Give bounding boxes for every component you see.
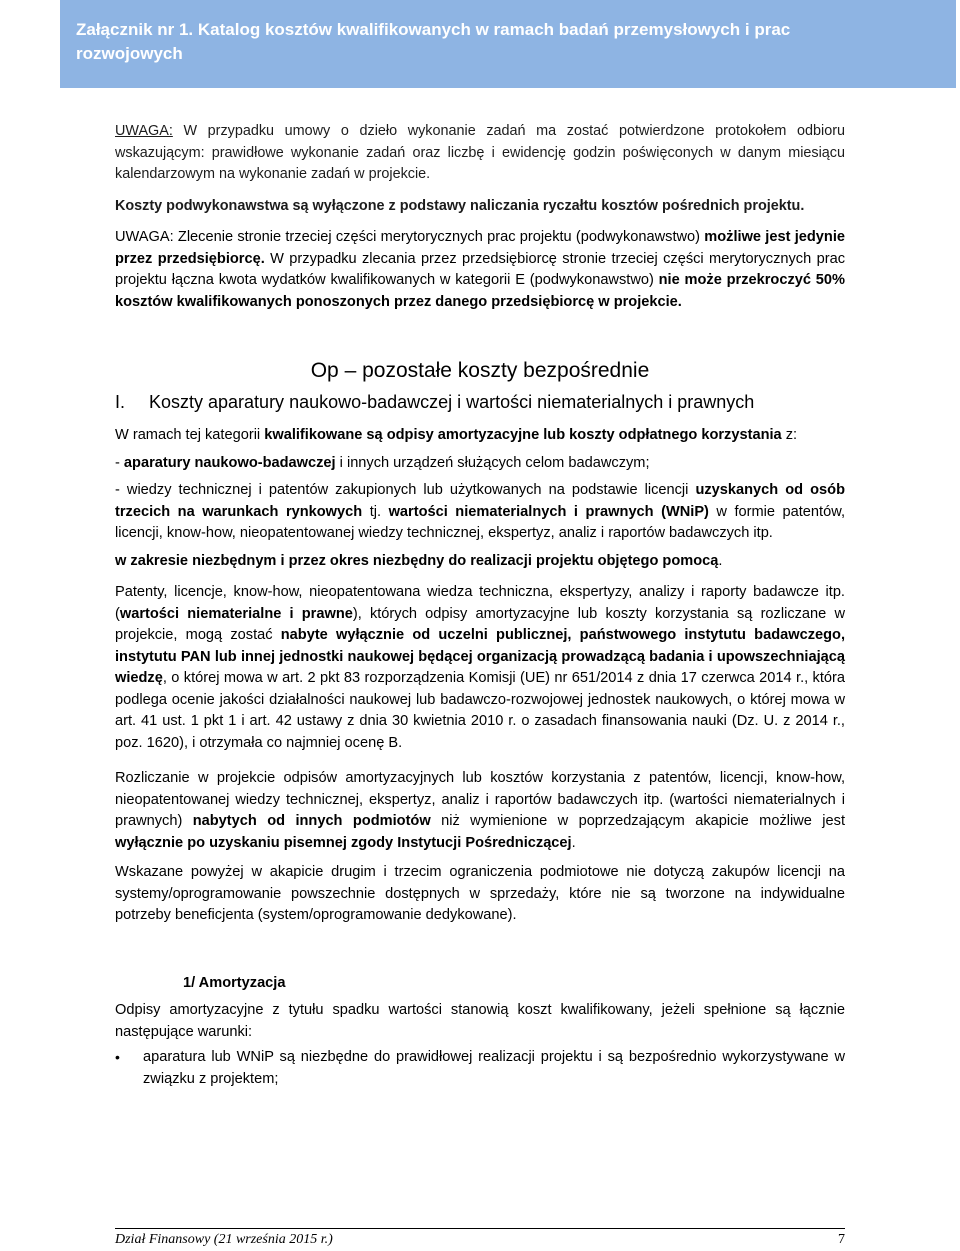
paragraph-rozliczanie: Rozliczanie w projekcie odpisów amortyzacyjnych lub kosztów korzystania z patentów, licencji, know-how, nieopatentowanej wiedzy technicznej, ekspertyz, analiz i raportów badawczych itp. (wartości niematerialnych i prawnych) nabytych od innych podmiotów niż wymienione w poprzedzającym akapicie możliwe jest wyłącznie po uzyskaniu pisemnej zgody Instytucji Pośredniczącej. [115,770,846,851]
uwaga-text: W przypadku umowy o dzieło wykonanie zadań ma zostać potwierdzone protokołem odbioru wskazującym: prawidłowe wykonanie zadań oraz liczbę i ewidencję godzin poświęconych w danym miesiącu kalendarzowym na wykonanie zadań w projekcie. [115,123,845,182]
uwaga-label: UWAGA: [115,123,173,139]
paragraph-odpisy: Odpisy amortyzacyjne z tytułu spadku wartości stanowią koszt kwalifikowany, jeżeli spełnione są łącznie następujące warunki: [115,1002,845,1040]
paragraph-zakres: w zakresie niezbędnym i przez okres niezbędny do realizacji projektu objętego pomocą. [115,552,723,569]
subheading-amortyzacja: 1/ Amortyzacja [183,974,286,991]
header-title-line1: Załącznik nr 1. Katalog kosztów kwalifikowanych w ramach badań przemysłowych i prac [76,20,791,39]
paragraph-w-ramach: W ramach tej kategorii kwalifikowane są odpisy amortyzacyjne lub koszty odpłatnego korzystania z: [115,427,798,443]
bullet-icon: • [115,1049,120,1065]
section-title: Op – pozostałe koszty bezpośrednie [310,359,650,382]
paragraph-patenty: Patenty, licencje, know-how, nieopatentowana wiedza techniczna, ekspertyzy, analizy i raporty badawcze itp. (wartości niematerialne i prawne), których odpisy amortyzacyjne lub koszty korzystania są rozliczane w projekcie, mogą zostać nabyte wyłącznie od uczelni publicznej, państwowego instytutu badawczego, instytutu PAN lub innej jednostki naukowej będącej organizacją prowadzącą badania i upowszechniającą wiedzę, o której mowa w art. 2 pkt 83 rozporządzenia Komisji (UE) nr 651/2014 z dnia 17 czerwca 2014 r., która podlega ocenie jakości działalności naukowej lub badawczo-rozwojowej jednostek naukowych, o której mowa w art. 41 ust. 1 pkt 1 i art. 42 ustawy z dnia 30 kwietnia 2010 r. o zasadach finansowania nauki (Dz. U. z 2014 r., poz. 1620), i otrzymała co najmniej ocenę B. [115,584,845,751]
list-item [115,1047,845,1090]
paragraph-podwykonawstwo: Koszty podwykonawstwa są wyłączone z podstawy naliczania ryczałtu kosztów pośrednich projektu. [115,197,805,214]
footer-department: Dział Finansowy (21 września 2015 r.) [115,1232,333,1247]
paragraph-aparatura: - aparatury naukowo-badawczej i innych urządzeń służących celom badawczym; [115,454,650,471]
page-header-title [76,18,936,66]
paragraph-uwaga-dzielo [115,121,845,186]
roman-number: I. [115,392,126,412]
page-number: 7 [838,1232,845,1247]
paragraph-wiedza: - wiedzy technicznej i patentów zakupionych lub użytkowanych na podstawie licencji uzyskanych od osób trzecich na warunkach rynkowych tj. wartości niematerialnych i prawnych (WNiP) w formie patentów, licencji, know-how, nieopatentowanej wiedzy technicznej, ekspertyz, analiz i raportów badawczych itp. [115,482,846,541]
paragraph-wskazane: Wskazane powyżej w akapicie drugim i trzecim ograniczenia podmiotowe nie dotyczą zakupów licencji na systemy/oprogramowanie powszechnie dostępnych w sprzedaży, które nie są tworzone na indywidualne potrzeby beneficjenta (system/oprogramowanie dedykowane). [115,864,845,923]
document-body [115,121,845,1090]
header-title-line2: rozwojowych [76,44,183,63]
roman-heading [115,390,845,415]
paragraph-uwaga-zlecenie: UWAGA: Zlecenie stronie trzeciej części merytorycznych prac projektu (podwykonawstwo) możliwe jest jedynie przez przedsiębiorcę. W przypadku zlecania przez przedsiębiorcę stronie trzeciej części merytorycznych prac projektu łączna kwota wydatków kwalifikowanych w kategorii E (podwykonawstwo) nie może przekroczyć 50% kosztów kwalifikowanych ponoszonych przez danego przedsiębiorcę w projekcie. [115,229,845,310]
footer-divider [115,1228,845,1229]
bullet-text: aparatura lub WNiP są niezbędne do prawidłowej realizacji projektu i są bezpośrednio wykorzystywane w związku z projektem; [143,1049,845,1087]
roman-title: Koszty aparatury naukowo-badawczej i wartości niematerialnych i prawnych [149,392,755,412]
